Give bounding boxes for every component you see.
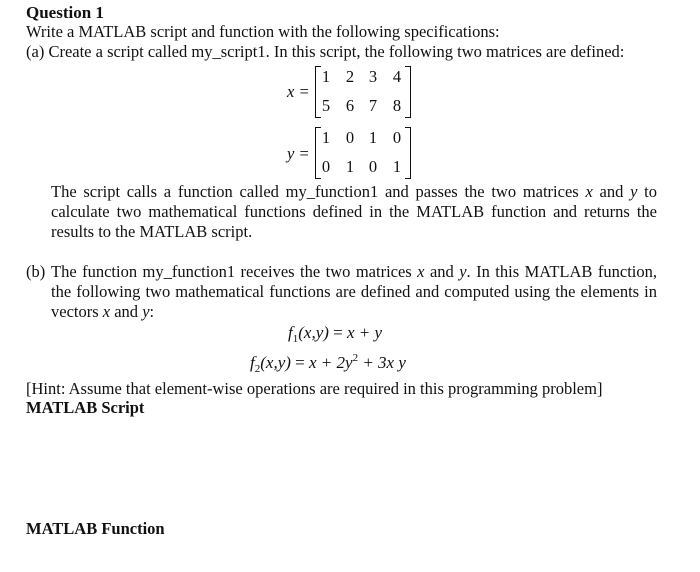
matrix-cell: 1 (321, 128, 331, 147)
equation-f1 (288, 323, 382, 345)
matrix-cell: 4 (392, 67, 402, 86)
hint-text: [Hint: Assume that element-wise operations are required in this programming problem] (26, 379, 603, 398)
matrix-cell: 5 (321, 96, 331, 115)
eq-rhs-b: + 3x y (358, 353, 406, 372)
matrix-y-label: y = (287, 144, 310, 163)
eq-subscript: 2 (254, 363, 261, 375)
eq-args: (x,y) (260, 353, 291, 372)
text-run: to calculate two mathematical functions defined in the MATLAB function and returns the results to the MATLAB script. (51, 182, 657, 241)
text-run: . In this MATLAB function, the following two mathematical functions are defined and computed using the elements in vectors (51, 262, 657, 321)
question-title: Question 1 (26, 3, 104, 22)
matrix-x-label: x = (287, 82, 310, 101)
script-heading: MATLAB Script (26, 398, 145, 417)
matrix-cell: 0 (321, 157, 331, 176)
part-a-paragraph (51, 182, 657, 242)
part-b-lead: (b) (26, 262, 46, 281)
matrix-cell: 7 (368, 96, 378, 115)
matrix-cell: 3 (368, 67, 378, 86)
matrix-cell: 1 (392, 157, 402, 176)
text-run: and (110, 302, 143, 321)
eq-subscript: 1 (292, 333, 299, 345)
matrix-cell: 2 (345, 67, 355, 86)
eq-rhs-a: x + 2y (309, 353, 353, 372)
matrix-cell: 0 (345, 128, 355, 147)
matrix-cell: 1 (321, 67, 331, 86)
matrix-cell: 0 (368, 157, 378, 176)
matrix-cell: 0 (392, 128, 402, 147)
matrix-cell: 1 (368, 128, 378, 147)
part-b-paragraph (51, 262, 657, 322)
part-a-line: (a) Create a script called my_script1. In this script, the following two matrices are defined: (26, 42, 625, 61)
intro-text: Write a MATLAB script and function with the following specifications: (26, 22, 500, 41)
equation-f2 (250, 352, 406, 375)
eq-superscript: 2 (352, 352, 359, 364)
var-y: y (459, 262, 467, 281)
eq-f: f (288, 323, 293, 342)
eq-f: f (250, 353, 255, 372)
eq-rhs: x + y (347, 323, 383, 342)
var-x: x (585, 182, 593, 201)
eq-equals: = (290, 353, 309, 372)
matrix-cell: 8 (392, 96, 402, 115)
eq-equals: = (328, 323, 347, 342)
var-x: x (102, 302, 111, 321)
text-run: : (149, 302, 155, 321)
text-run: and (592, 182, 631, 201)
var-y: y (630, 182, 638, 201)
eq-args: (x,y) (298, 323, 329, 342)
var-y: y (142, 302, 150, 321)
var-x: x (417, 262, 425, 281)
text-run: and (424, 262, 460, 281)
function-heading: MATLAB Function (26, 519, 165, 538)
matrix-cell: 6 (345, 96, 355, 115)
text-run: The function my_function1 receives the two matrices (51, 262, 418, 281)
text-run: The script calls a function called my_function1 and passes the two matrices (51, 182, 586, 201)
matrix-cell: 1 (345, 157, 355, 176)
